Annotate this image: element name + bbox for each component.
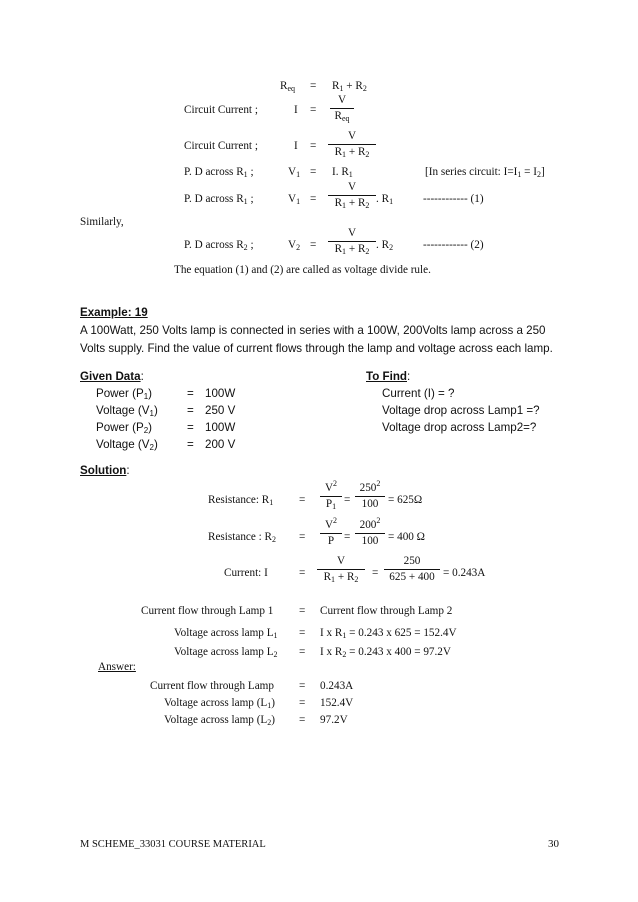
equals-sign: = <box>310 239 317 251</box>
fraction-200sq-over-100: $\frac{200^2}{100}$ <box>355 519 385 548</box>
solution-heading: Solution: <box>80 464 130 477</box>
pd1b-tail: . $R_1$ <box>376 193 394 206</box>
current-var: I <box>294 104 298 116</box>
v1-var: $V_1$ <box>288 193 301 206</box>
fraction-v2-over-p1: $\frac{V^2}{P_1}$ <box>320 482 342 511</box>
given-eq: = <box>187 438 194 451</box>
example-line-1: A 100Watt, 250 Volts lamp is connected in series with a 100W, 200Volts lamp across a 250 <box>80 324 546 337</box>
circuit-current-label-2: Circuit Current ; <box>184 140 258 152</box>
pd-label-r2: P. D across $R_2$ ; <box>184 239 254 252</box>
pd-label-r1-divider: P. D across $R_1$ ; <box>184 193 254 206</box>
answer-value: 0.243A <box>320 680 354 692</box>
equals-sign: = <box>299 605 306 617</box>
given-label: Voltage $(V_1)$ <box>96 404 158 418</box>
r2-result: = 400 Ω <box>388 531 425 543</box>
fraction-250sq-over-100: $\frac{250^2}{100}$ <box>355 482 385 511</box>
v1-var: $V_1$ <box>288 166 301 179</box>
equals-sign: = <box>299 646 306 658</box>
given-value: 200 V <box>205 438 236 451</box>
answer-heading: Answer: <box>98 661 136 673</box>
fraction-v-over-r1-r2: $\frac{V}{R_1 + R_2}$ <box>328 227 376 256</box>
r1-result: = 625Ω <box>388 494 423 506</box>
example-title: Example: 19 <box>80 306 148 319</box>
to-find-heading: To Find: <box>366 370 411 383</box>
voltage-lamp1-label: Voltage across lamp $L_1$ <box>174 627 278 640</box>
current-flow-label: Current flow through Lamp 1 <box>141 605 274 617</box>
equals-sign: = <box>299 494 306 506</box>
pd1-rhs: I. $R_1$ <box>332 166 353 179</box>
equals-sign: = <box>310 104 317 116</box>
voltage-lamp2-value: I x $R_2 = 0.243$ x 400 = 97.2V <box>320 646 451 659</box>
equals-sign: = <box>310 193 317 205</box>
answer-label: Voltage across lamp $(L_2)$ <box>164 714 275 727</box>
given-label: Power $(P_2)$ <box>96 421 153 435</box>
fraction-250-over-1025: $\frac{250}{625 + 400}$ <box>384 555 440 584</box>
fraction-v-over-r1-r2: $\frac{V}{R_1 + R_2}$ <box>328 181 376 210</box>
circuit-current-label-1: Circuit Current ; <box>184 104 258 116</box>
answer-value: 97.2V <box>320 714 348 726</box>
current-result: = 0.243A <box>443 567 486 579</box>
voltage-lamp2-label: Voltage across lamp $L_2$ <box>174 646 278 659</box>
equals-sign: = <box>344 531 351 543</box>
given-eq: = <box>187 387 194 400</box>
equals-sign: = <box>299 697 306 709</box>
given-data-heading: Given Data: <box>80 370 144 383</box>
given-value: 100W <box>205 387 236 400</box>
footer-course: M SCHEME_33031 COURSE MATERIAL <box>80 839 266 850</box>
find-item: Voltage drop across Lamp1 =? <box>382 404 540 417</box>
equals-sign: = <box>299 567 306 579</box>
answer-label: Voltage across lamp $(L_1)$ <box>164 697 275 710</box>
similarly-text: Similarly, <box>80 216 124 228</box>
equals-sign: = <box>299 680 306 692</box>
voltage-divider-rule-text: The equation (1) and (2) are called as voltage divide rule. <box>174 264 431 276</box>
answer-label: Current flow through Lamp <box>150 680 274 692</box>
equals-sign: = <box>344 494 351 506</box>
equals-sign: = <box>310 166 317 178</box>
resistance-r2-label: Resistance : $R_2$ <box>208 531 277 544</box>
fraction-v-over-req: V $R_{eq}$ <box>330 94 354 123</box>
given-label: Power $(P_1)$ <box>96 387 153 401</box>
req-lhs: $R_{eq}$ <box>280 80 296 93</box>
equals-sign: = <box>372 567 379 579</box>
fraction-v-over-r1-r2: $\frac{V}{R_1 + R_2}$ <box>328 130 376 159</box>
equation-ref-2: ------------ (2) <box>423 239 484 251</box>
resistance-r1-label: Resistance: $R_1$ <box>208 494 274 507</box>
find-item: Voltage drop across Lamp2=? <box>382 421 537 434</box>
pd2-tail: . $R_2$ <box>376 239 394 252</box>
equals-sign: = <box>299 714 306 726</box>
equation-ref-1: ------------ (1) <box>423 193 484 205</box>
given-value: 250 V <box>205 404 236 417</box>
current-var: I <box>294 140 298 152</box>
given-eq: = <box>187 404 194 417</box>
v2-var: $V_2$ <box>288 239 301 252</box>
equals-sign: = <box>299 531 306 543</box>
series-circuit-note: [In series circuit: $I=I_1 = I_2$] <box>425 166 545 179</box>
fraction-v-over-r1-r2: $\frac{V}{R_1 + R_2}$ <box>317 555 365 584</box>
answer-value: 152.4V <box>320 697 354 709</box>
find-item: Current (I) = ? <box>382 387 455 400</box>
given-label: Voltage $(V_2)$ <box>96 438 158 452</box>
page-number: 30 <box>548 838 559 850</box>
equals-sign: = <box>299 627 306 639</box>
equals-sign: = <box>310 80 317 92</box>
fraction-v2-over-p: $\frac{V^2}{P}$ <box>320 519 342 548</box>
voltage-lamp1-value: I x $R_1 = 0.243$ x 625 = 152.4V <box>320 627 457 640</box>
given-value: 100W <box>205 421 236 434</box>
current-label: Current: I <box>224 567 268 579</box>
current-flow-value: Current flow through Lamp 2 <box>320 605 453 617</box>
req-rhs: $R_1 + R_2$ <box>332 80 367 93</box>
example-line-2: Volts supply. Find the value of current flows through the lamp and voltage across each lamp. <box>80 342 553 355</box>
pd-label-r1: P. D across $R_1$ ; <box>184 166 254 179</box>
given-eq: = <box>187 421 194 434</box>
equals-sign: = <box>310 140 317 152</box>
